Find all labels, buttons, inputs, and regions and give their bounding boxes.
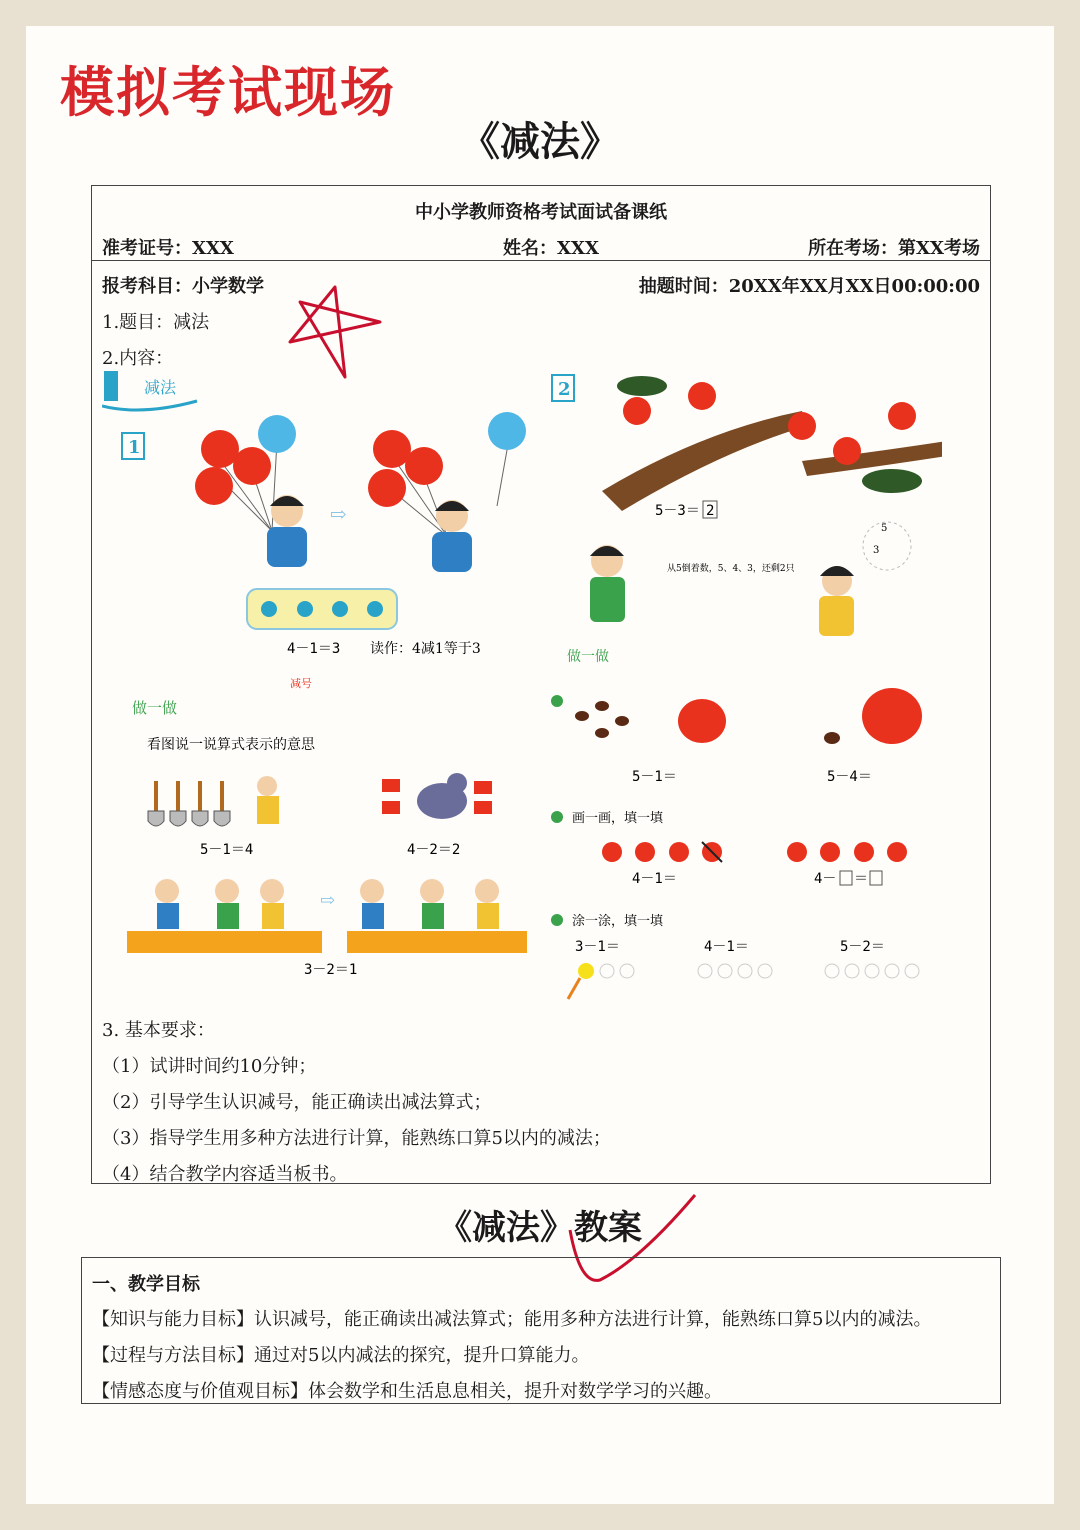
q3-circles	[568, 963, 919, 999]
q3-eq-b: 4－1＝	[704, 939, 749, 955]
q1-image	[551, 688, 922, 744]
form-row-subject	[102, 272, 980, 298]
eq-squirrel-answer: 2	[706, 503, 715, 519]
balloon-boy-before	[195, 415, 307, 567]
q3-eq-c: 5－2＝	[840, 939, 885, 955]
form-heading: 中小学教师资格考试面试备课纸	[415, 202, 667, 223]
q2-box-1	[840, 871, 852, 885]
prompt-text: 看图说一说算式表示的意思	[147, 737, 315, 753]
eq-shovel: 5－1＝4	[200, 842, 254, 858]
minus-label: 减号	[290, 677, 312, 690]
prep-form	[91, 185, 991, 1184]
header-title: 模拟考试现场	[60, 61, 396, 124]
plan-title: 《减法》教案	[438, 1208, 642, 1248]
girl-image	[819, 566, 854, 636]
goal-attitude: 【情感态度与价值观目标】体会数学和生活息息相关，提升对数学学习的兴趣。	[92, 1381, 722, 1402]
q2-eq-a: 4－1＝	[632, 871, 677, 887]
form-row-info	[102, 234, 980, 260]
topic-line: 1.题目：减法	[102, 312, 210, 333]
draw-time: 抽题时间：20XX年XX月XX日00:00:00	[638, 276, 980, 297]
bond-top: 5	[881, 523, 888, 534]
arrow-icon: ⇨	[330, 502, 347, 526]
content-line: 2.内容：	[102, 348, 174, 369]
section-label: 减法	[144, 378, 177, 397]
ex2-number: 2	[558, 379, 571, 400]
ex1-badge	[122, 433, 144, 459]
dots-bar	[247, 589, 397, 629]
eq-squirrel: 5－3＝	[655, 503, 700, 519]
bond-left: 3	[873, 545, 880, 556]
number-bond	[863, 522, 911, 570]
candidate-name: 姓名：XXX	[503, 238, 599, 259]
balloon-boy-after	[368, 412, 526, 572]
q2-flowers	[602, 842, 907, 862]
squirrel-tree-image	[602, 376, 942, 511]
svg-text:⇨: ⇨	[320, 890, 336, 911]
eq-balloon: 4－1＝3	[287, 641, 341, 657]
q2-eq-b-eq: ＝	[854, 871, 868, 887]
eq-mouse: 4－2＝2	[407, 842, 461, 858]
requirements-title: 3. 基本要求：	[102, 1020, 215, 1041]
section-tag	[102, 371, 197, 410]
exam-id: 准考证号：XXX	[102, 238, 234, 259]
speech-bubble: 从5倒着数，5、4、3，还剩2只	[667, 564, 795, 574]
plan-section-title: 一、教学目标	[92, 1274, 200, 1295]
boy-thinking	[590, 545, 625, 622]
requirement-2: （2）引导学生认识减号，能正确读出减法算式；	[102, 1092, 492, 1113]
exam-venue: 所在考场：第XX考场	[808, 238, 980, 259]
requirement-4: （4）结合教学内容适当板书。	[102, 1164, 348, 1185]
divider	[92, 260, 990, 261]
requirement-3: （3）指导学生用多种方法进行计算，能熟练口算5以内的减法；	[102, 1128, 611, 1149]
star-doodle	[280, 282, 390, 382]
q2-label: 画一画，填一填	[572, 811, 664, 826]
q2-bullet	[551, 811, 563, 823]
mouse-image	[382, 773, 492, 819]
q1-eq-a: 5－1＝	[632, 769, 677, 785]
shovels-image	[148, 776, 279, 826]
ex1-number: 1	[128, 437, 141, 458]
subject: 报考科目：小学数学	[102, 276, 264, 297]
eq-kids: 3－2＝1	[304, 962, 358, 978]
q2-box-2	[870, 871, 882, 885]
read-as: 读作：4减1等于3	[370, 641, 481, 657]
kids-table-image	[127, 879, 527, 953]
goal-process: 【过程与方法目标】通过对5以内减法的探究，提升口算能力。	[92, 1345, 590, 1366]
goal-knowledge: 【知识与能力目标】认识减号，能正确读出减法算式；能用多种方法进行计算，能熟练口算5以内的减法。	[92, 1309, 932, 1330]
q1-eq-b: 5－4＝	[827, 769, 872, 785]
q3-eq-a: 3－1＝	[575, 939, 620, 955]
q2-eq-b: 4－	[814, 871, 837, 887]
q3-label: 涂一涂，填一填	[572, 914, 664, 929]
do-it-label-2: 做一做	[567, 649, 609, 665]
textbook-illustration	[102, 371, 942, 1011]
requirement-1: （1）试讲时间约10分钟；	[102, 1056, 317, 1077]
q3-bullet	[551, 914, 563, 926]
doc-title: 《减法》	[460, 118, 620, 165]
lesson-plan-box	[81, 1257, 1001, 1404]
do-it-label: 做一做	[132, 699, 178, 717]
ex2-badge	[552, 375, 574, 401]
